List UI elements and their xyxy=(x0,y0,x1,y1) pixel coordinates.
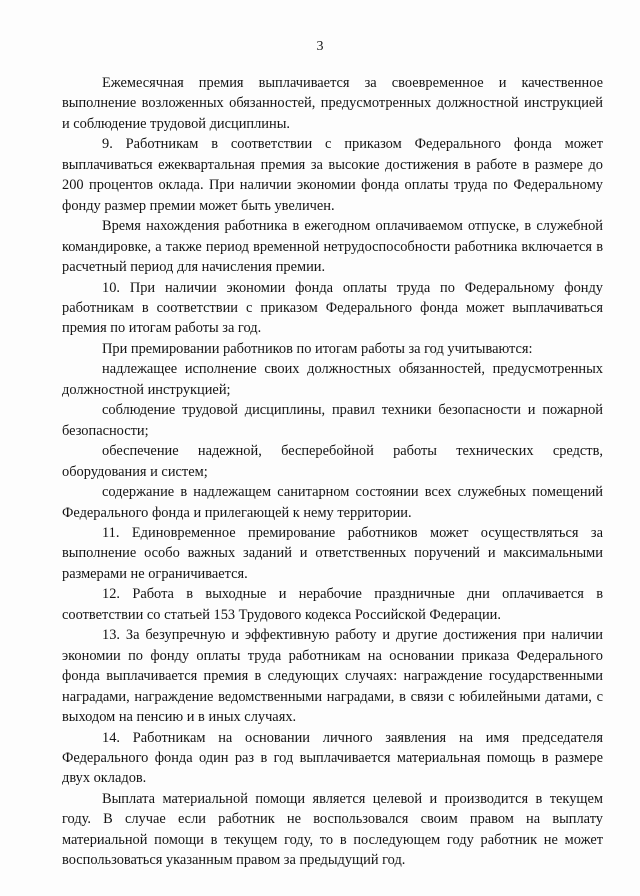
paragraph-11-one-time-bonus: 11. Единовременное премирование работников может осуществляться за выполнение особо важных заданий и ответственных поручений и максимальными размерами не ограничивается. xyxy=(62,524,603,582)
paragraph-monthly-bonus: Ежемесячная премия выплачивается за своевременное и качественное выполнение возложенных обязанностей, предусмотренных должностной инструкцией и соблюдение трудовой дисциплины. xyxy=(62,75,603,132)
list-item-technical-reliability: обеспечение надежной, бесперебойной работы технических средств, оборудования и систем; xyxy=(62,443,603,480)
paragraph-12-holiday-work: 12. Работа в выходные и нерабочие праздничные дни оплачивается в соответствии со статьей 153 Трудового кодекса Российской Федерации. xyxy=(62,586,603,623)
list-item-discipline-safety: соблюдение трудовой дисциплины, правил техники безопасности и пожарной безопасности; xyxy=(62,402,603,439)
document-body xyxy=(62,73,603,871)
paragraph-13-awards-bonus: 13. За безупречную и эффективную работу и другие достижения при наличии экономии по фонду оплаты труда работникам на основании приказа Федерального фонда выплачивается премия в следующих случаях: награждение государственными наградами, награждение ведомственными наградами, в связи с юбилейными датами, с выходом на пенсию и в иных случаях. xyxy=(62,627,603,726)
paragraph-10-annual-bonus: 10. При наличии экономии фонда оплаты труда по Федеральному фонду работникам в соответствии с приказом Федерального фонда может выплачиваться премия по итогам работы за год. xyxy=(62,279,603,337)
list-item-sanitary-condition: содержание в надлежащем санитарном состоянии всех служебных помещений Федерального фонда и прилегающей к нему территории. xyxy=(62,484,603,521)
list-item-duties: надлежащее исполнение своих должностных обязанностей, предусмотренных должностной инструкцией; xyxy=(62,361,603,398)
paragraph-9-quarterly-bonus: 9. Работникам в соответствии с приказом Федерального фонда может выплачиваться ежеквартальная премия за высокие достижения в работе в размере до 200 процентов оклада. При наличии экономии фонда оплаты труда по Федеральному фонду размер премии может быть увеличен. xyxy=(62,136,603,214)
paragraph-material-aid-terms: Выплата материальной помощи является целевой и производится в текущем году. В случае если работник не воспользовался своим правом на выплату материальной помощи в текущем году, то в последующем году работник не может воспользоваться указанным правом за предыдущий год. xyxy=(62,790,603,869)
paragraph-14-material-aid: 14. Работникам на основании личного заявления на имя председателя Федерального фонда один раз в год выплачивается материальная помощь в размере двух окладов. xyxy=(62,729,603,787)
page-number: 3 xyxy=(316,39,324,54)
paragraph-annual-criteria-intro: При премировании работников по итогам работы за год учитываются: xyxy=(102,340,533,357)
paragraph-leave-period: Время нахождения работника в ежегодном оплачиваемом отпуске, в служебной командировке, а также период временной нетрудоспособности работника включается в расчетный период для начисления премии. xyxy=(62,218,603,276)
